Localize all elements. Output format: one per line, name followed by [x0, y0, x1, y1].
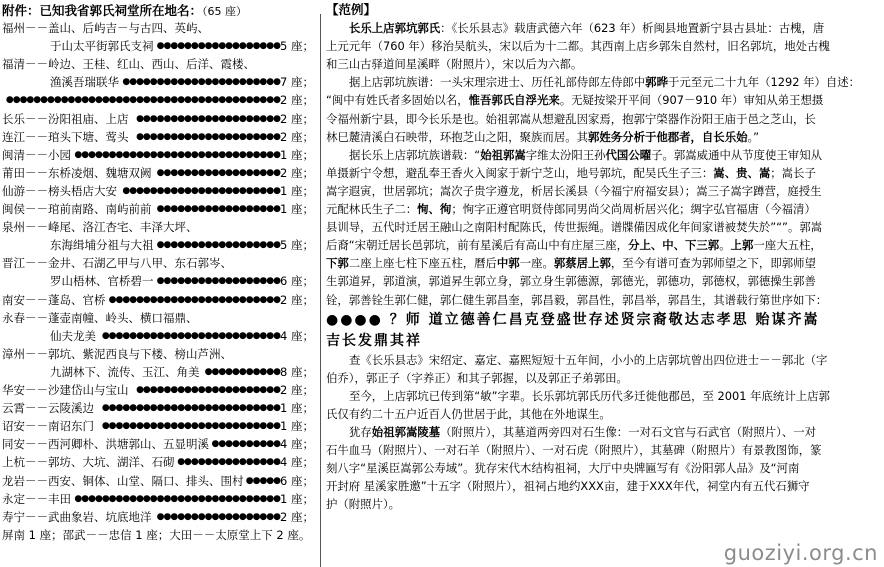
example-text-line: 和三山古驿道间星溪畔（附照片），宋以后为六都。	[326, 57, 583, 72]
location-text: 泉州－－峰尾、洛江杏宅、丰泽大坪、	[2, 220, 198, 235]
location-line	[2, 509, 314, 526]
example-text-line: 据上店郭坑族谱：一头宋理宗进士、历任礼部侍郎左侍郎中郭晔于元至元二十九年（1292 年）自述：	[349, 75, 861, 90]
example-text-line: 生郭道昇，郭道演，郭道昇生郭立身，郭立身生郭德源，郭德光，郭德功，郭德权，郭德操生郭善	[326, 274, 816, 289]
leader-dots: ●●●●●●●●●●●●●●●●●●●●●●●	[122, 77, 280, 88]
list-title-text: 附件：已知我省郭氏祠堂所在地名：	[2, 3, 203, 18]
location-line	[2, 364, 314, 381]
location-text: 于山太平街郭氏支祠	[50, 39, 154, 54]
leader-dots: ●●●●●●●●●●●●●●●●●●●●●	[136, 131, 280, 142]
example-text-line: 元配林氏生子二：恂、徇；恂字正遵官明贤侍郎同男尚父尚周析居兴化；绸字弘官福唐（今福清）	[326, 202, 816, 216]
example-text-line: 氏仅有约二十五户近百人仍世居于此，其他在外地谋生。	[326, 406, 611, 421]
list-total-count: （65 座）	[202, 5, 248, 18]
location-line	[2, 147, 314, 164]
temple-count: 1 座；	[280, 491, 314, 506]
location-line	[2, 129, 314, 146]
location-text: 永春－－蓬壶南幢、岭头、横口福鼎、	[2, 310, 198, 325]
location-line	[2, 328, 314, 345]
temple-count: 1 座；	[280, 401, 314, 416]
generation-order-line: 吉长发鼎其祥	[326, 332, 422, 349]
location-text: 九湖林下、流传、玉江、角美	[50, 364, 200, 379]
location-line	[2, 400, 314, 417]
example-text-line: 铨，郭善铨生郭仁健，郭仁健生郭昌奎，郭昌毅，郭昌性，郭昌举，郭昌生，其谱载行第世序如下：	[326, 292, 828, 307]
location-line	[2, 418, 314, 435]
leader-dots: ●●●●●●●●●●●●●●●●●●	[156, 276, 280, 287]
location-line	[2, 165, 314, 182]
temple-count: 5 座；	[280, 39, 314, 54]
location-line	[2, 527, 314, 544]
location-line	[2, 92, 314, 109]
location-line	[2, 491, 314, 508]
temple-count: 1 座；	[280, 419, 314, 434]
location-line	[2, 292, 314, 309]
generation-order-line: ●●●● ？师 道立德善仁昌克登盛世存述贤宗裔敬达志孝思 贻谋齐嵩	[326, 311, 820, 328]
location-text: 东海缉埔分祖与大祖	[50, 238, 154, 253]
leader-dots: ●●●●●●●●●●●●●●●●●●	[156, 240, 280, 251]
example-text-line: 林巳麓清溪白石映带，环抱芝山之阳，聚族而居。其郭姓务分析于他郡者，自长乐始。”	[326, 129, 760, 144]
leader-dots: ●●●●●●●●●●●●●●●●●●●●●●●	[122, 185, 280, 196]
leader-dots: ●●●●●●●●●●●	[204, 366, 280, 377]
location-text: 闽侯－－琯前南路、南屿前前	[2, 202, 152, 216]
example-text-line: 开封府 星溪家胜邀”十五字（附照片），祖祠占地约XXX亩，建于XXX年代，祠堂内有五代石狮守	[326, 479, 810, 494]
temple-count: 4 座；	[280, 455, 314, 470]
location-line	[2, 111, 314, 128]
example-text-line: 令福州新宁县，即今长乐是也。始祖郭嵩从想避乱因家焉，抱郭宁棨器作汾阳王庙于邑之芝山，长	[326, 111, 816, 126]
leader-dots: ●●●●●●●●●●●●●●●●●●●●●●●●●●	[101, 403, 280, 414]
location-text: 闽清－－小园	[2, 147, 71, 162]
temple-count: 2 座；	[280, 111, 314, 126]
location-text: 同安－－西河卿朴、洪塘郭山、五显明溪	[2, 437, 209, 452]
leader-dots: ●●●●●●●●●●●●●●●	[177, 457, 280, 468]
location-text: 渔溪吾瑞联华	[50, 75, 119, 90]
example-text-line: 查《长乐县志》宋绍定、嘉定、嘉熙短短十五年间，小小的上店郭坑曾出四位进士－－郭北（字	[349, 352, 828, 367]
temple-count: 2 座；	[280, 165, 314, 180]
leader-dots: ●●●●●●●●●●●●●●●●●●	[156, 167, 280, 178]
location-text: 上杭－－郭坊、大坑、湖洋、石砌	[2, 455, 175, 470]
location-line	[2, 219, 314, 236]
example-text-line: 石牛血马（附照片）、一对石羊（附照片）、一对石虎（附照片），其墓碑（附照片）有景教图饰，篆	[326, 443, 822, 458]
temple-count: 2 座；	[280, 93, 314, 108]
temple-count: 7 座；	[280, 75, 314, 90]
location-line	[2, 454, 314, 471]
location-line	[2, 38, 314, 55]
temple-count: 1 座；	[280, 183, 314, 198]
location-text: 漳州－－郭坑、紫泥西良与下楼、榜山芦洲、	[2, 346, 232, 361]
location-line	[2, 310, 314, 327]
example-text-line: 刻八字“星溪臣嵩郭公寿域”。犹存宋代木结构祖祠，大厅中央牌匾写有《汾阳郭人品》及“河南	[326, 461, 800, 476]
temple-count: 6 座；	[280, 473, 314, 488]
location-text: 长乐－－汾阳祖庙、上店	[2, 111, 129, 126]
leader-dots: ●●●●●●●●●●●●●●●●●●	[156, 41, 280, 52]
temple-count: 8 座；	[280, 364, 314, 379]
location-text: 仙游－－榜头梧店大安	[2, 183, 117, 198]
leader-dots: ●●●●●●●●●●●●●●●●●●●●●	[136, 385, 280, 395]
location-text: 屏南 1 座；邵武－－忠信 1 座；大田－－太原堂上下 2 座。	[2, 527, 311, 542]
location-text: 永定－－丰田	[2, 491, 71, 506]
example-heading: 【范例】	[326, 2, 377, 17]
location-line	[2, 273, 314, 290]
example-text-line: 伯乔），郭正子（字养正）和其子郭握，以及郭正子弟郭田。	[326, 370, 628, 385]
location-text: 莆田－－东桥凌烟、魏塘双阙	[2, 165, 152, 180]
location-line	[2, 237, 314, 254]
location-line	[2, 382, 314, 399]
leader-dots: ●●●●●	[245, 475, 280, 486]
temple-count: 2 座；	[280, 129, 314, 144]
location-line	[2, 436, 314, 453]
temple-count: 4 座；	[280, 328, 314, 343]
location-text: 福清－－岭边、王桂、红山、西山、后洋、霞楼、	[2, 57, 255, 72]
temple-count: 4 座；	[280, 437, 314, 452]
location-line	[2, 74, 314, 91]
example-text-line: 长乐上店郭坑郭氏：《长乐县志》载唐武德六年（623 年）析闽县地置新宁县古县址：古槐，唐	[349, 21, 825, 35]
example-text-line: 下郭二座上座七柱下座五柱，曆后中郭一座。郭蔡居上郭，至今有谱可查为郭师望之下，即郭师望	[326, 256, 816, 271]
list-title	[2, 1, 247, 19]
example-text-line: 嵩字遐寅，世居郭坑；嵩次子贵字遵龙，析居长溪县（今福宁府福安县）；嵩三子嵩字蹲营，庭授生	[326, 183, 822, 198]
location-text: 连江－－琯头下塘、莺头	[2, 129, 129, 144]
example-text-line: 至今，上店郭坑已传到第“敏”字辈。长乐郭坑郭氏历代多迁徙他郡邑，至 2001 年底统计上店郭	[349, 388, 830, 403]
example-text-line: 护（附照片）。	[326, 497, 401, 512]
location-text: 云霄－－云陵溪边	[2, 401, 94, 416]
location-line	[2, 473, 314, 490]
location-line	[2, 56, 314, 73]
location-text: 晋江－－金井、石湖乙甲与八甲、东石郭岑、	[2, 256, 232, 271]
temple-count: 1 座；	[280, 202, 314, 216]
location-line	[2, 20, 314, 37]
temple-location-list	[2, 0, 320, 567]
location-line	[2, 255, 314, 272]
leader-dots: ●●●●●●●●●●	[211, 439, 280, 450]
leader-dots: ●●●●●●●●●●●●●●●●●●●●●●●●●●	[101, 421, 280, 432]
example-text-line: 犹存始祖郭嵩陵墓（附照片），其墓道两旁四对石生像：一对石文官与石武官（附照片）、一对	[349, 425, 817, 439]
leader-dots: ●●●●●●●●●●●●●●●●●●●●●	[136, 113, 280, 124]
leader-dots: ●●●●●●●●●●●●●●●●●●●●●●●●●●●●●●	[74, 493, 280, 504]
location-text: 寿宁－－武曲象岩、坑底地洋	[2, 509, 152, 524]
leader-dots: ●●●●●●●●●●●●●●●●●●	[156, 511, 280, 522]
example-text-line: 据长乐上店郭坑族谱载：“始祖郭嵩字维太汾阳王孙代国公曜子。郭嵩威通中从节度使王审知从	[349, 147, 822, 162]
location-line	[2, 346, 314, 363]
temple-count: 5 座；	[280, 238, 314, 253]
location-text: 福州－－盖山、后屿吉－与古四、英屿、	[2, 21, 209, 35]
example-text-line: 县训导，五代时迁居王融山之南阳村配陈氏，传世振绳。谱牒備因成化年间家谱被焚失於”“”。郭嵩	[326, 220, 823, 235]
column-divider	[320, 14, 321, 567]
example-text-line: 后裔“宋朝迁居长邑郭坑，前有星溪后有高山中有庄屋三座，分上、中、下三郭。上郭一座大五柱，	[326, 238, 822, 253]
location-text: 仙夫龙美	[50, 328, 96, 343]
location-text: 南安－－蓬岛、官桥	[2, 292, 106, 307]
location-line	[2, 201, 314, 218]
leader-dots: ●●●●●●●●●●●●●●●●●●●●●●●●●●●●●●	[74, 149, 280, 160]
example-section	[326, 0, 882, 567]
example-text-line: 单摄新宁令想，避乱奉王香火入闽家于新宁芝山，地号郭坑，配吴氏生子三：嵩、贵、嵩；嵩长子	[326, 165, 816, 180]
location-text: 龙岩－－西安、铜体、山堂、隔口、排头、围村	[2, 473, 244, 488]
temple-count: 2 座；	[280, 509, 314, 524]
example-text-line: “闽中有姓氏者多固始以名，惟吾郭氏自浮光来。无疑按梁开平间（907－910 年）审知从弟王想摄	[326, 93, 824, 108]
leader-dots: ●●●●●●●●●●●●●●●●●●●●●●●●●●●●●●●●●●●●●●●●	[5, 95, 280, 106]
location-line	[2, 183, 314, 200]
temple-count: 6 座；	[280, 274, 314, 289]
leader-dots: ●●●●●●●●●●●●●●●●●●	[156, 204, 280, 214]
location-text: 华安－－沙建岱山与宝山	[2, 383, 129, 397]
temple-count: 2 座；	[280, 383, 314, 397]
temple-count: 1 座；	[280, 147, 314, 162]
leader-dots: ●●●●●●●●●●●●●●●●●●●●●●●●●●	[101, 330, 280, 341]
leader-dots: ●●●●●●●●●●●●●●●●●●●●●●●●●	[108, 294, 280, 305]
location-text: 罗山梧林、官桥碧一	[50, 274, 154, 289]
temple-count: 2 座；	[280, 292, 314, 307]
site-watermark: guoziyi.org.cn	[723, 541, 878, 565]
location-text: 诏安－－南诏东门	[2, 419, 94, 434]
example-text-line: 上元元年（760 年）移治吴航头，宋以后为十二都。其西南上店乡郭朱自然村，旧名郭坑，地处古槐	[326, 39, 830, 54]
